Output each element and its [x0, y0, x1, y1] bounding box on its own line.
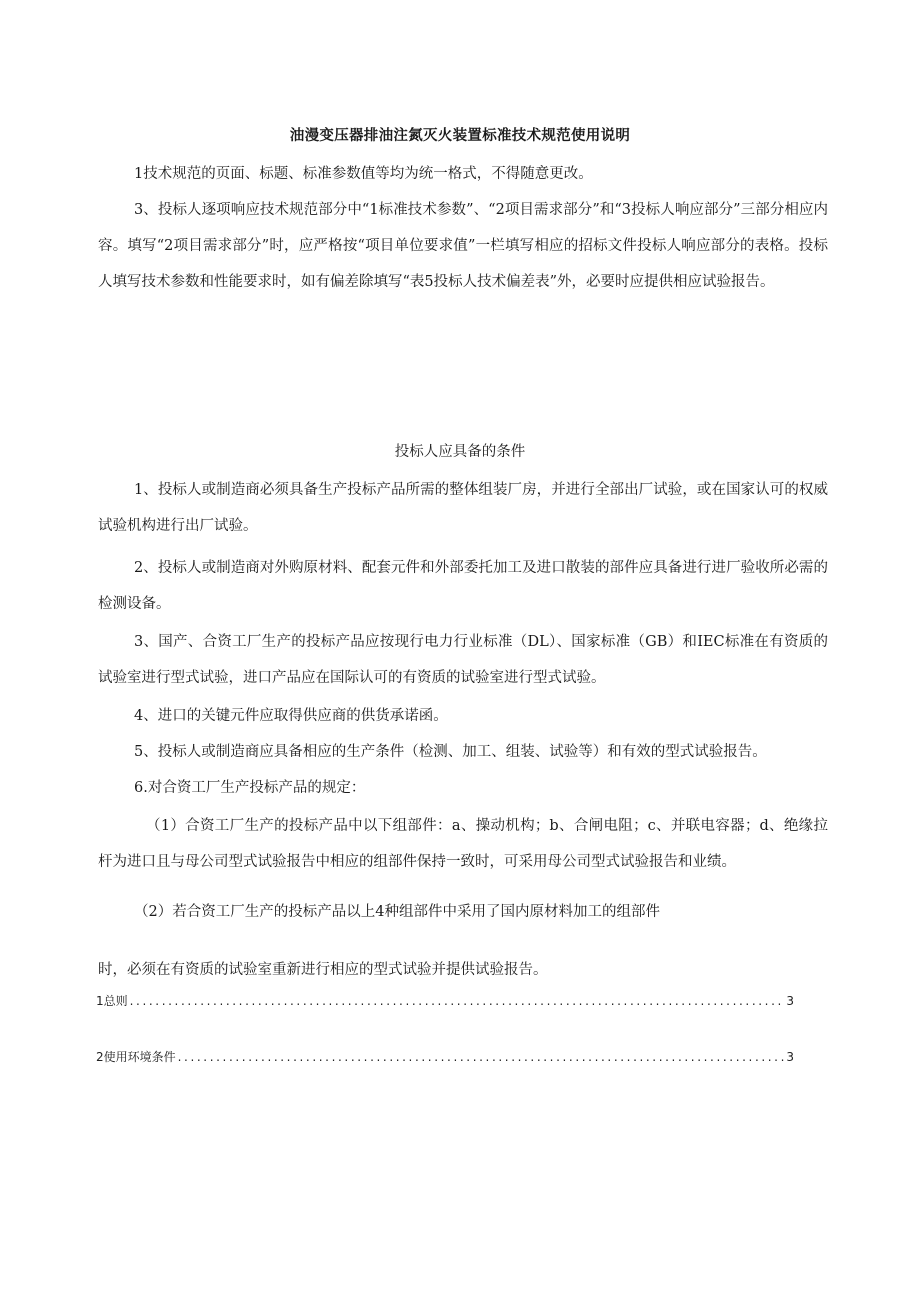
- condition-6: 6.对合资工厂生产投标产品的规定：: [134, 780, 366, 796]
- toc-leader: [178, 1050, 785, 1064]
- condition-6-2-continued: 时，必须在有资质的试验室重新进行相应的型式试验并提供试验报告。: [98, 962, 548, 978]
- toc-label: 1总则: [96, 994, 128, 1008]
- toc-entry[interactable]: [96, 1048, 794, 1065]
- section-title: 投标人应具备的条件: [394, 444, 526, 460]
- condition-6-1: （1）合资工厂生产的投标产品中以下组部件：a、操动机构；b、合闸电阻；c、并联电容器；d、绝缘拉杆为进口且与母公司型式试验报告中相应的组部件保持一致时，可采用母公司型式试验报告和业绩。: [98, 818, 828, 870]
- toc-label: 2使用环境条件: [96, 1050, 176, 1064]
- toc-page-number: 3: [786, 1050, 794, 1064]
- toc-page-number: 3: [786, 994, 794, 1008]
- condition-2: 2、投标人或制造商对外购原材料、配套元件和外部委托加工及进口散装的部件应具备进行进厂验收所必需的检测设备。: [98, 560, 828, 612]
- document-title: 油漫变压器排油注氮灭火装置标准技术规范使用说明: [289, 128, 631, 144]
- condition-6-2: （2）若合资工厂生产的投标产品以上4种组部件中采用了国内原材料加工的组部件: [134, 904, 660, 920]
- condition-4: 4、进口的关键元件应取得供应商的供货承诺函。: [134, 708, 448, 724]
- condition-1: 1、投标人或制造商必须具备生产投标产品所需的整体组装厂房，并进行全部出厂试验，或在国家认可的权威试验机构进行出厂试验。: [98, 482, 828, 534]
- condition-3: 3、国产、合资工厂生产的投标产品应按现行电力行业标准（DL）、国家标准（GB）和IEC标准在有资质的试验室进行型式试验，进口产品应在国际认可的有资质的试验室进行型式试验。: [98, 634, 828, 686]
- condition-5: 5、投标人或制造商应具备相应的生产条件（检测、加工、组装、试验等）和有效的型式试验报告。: [134, 744, 767, 760]
- toc-leader: [130, 994, 785, 1008]
- toc-entry[interactable]: [96, 992, 794, 1009]
- intro-paragraph-1: 1技术规范的页面、标题、标准参数值等均为统一格式，不得随意更改。: [134, 166, 593, 182]
- intro-paragraph-3: 3、投标人逐项响应技术规范部分中“1标准技术参数”、“2项目需求部分”和“3投标人响应部分”三部分相应内容。填写“2项目需求部分”时，应严格按“项目单位要求值”一栏填写相应的招标文件投标人响应部分的表格。投标人填写技术参数和性能要求时，如有偏差除填写“表5投标人技术偏差表”外，必要时应提供相应试验报告。: [98, 202, 828, 290]
